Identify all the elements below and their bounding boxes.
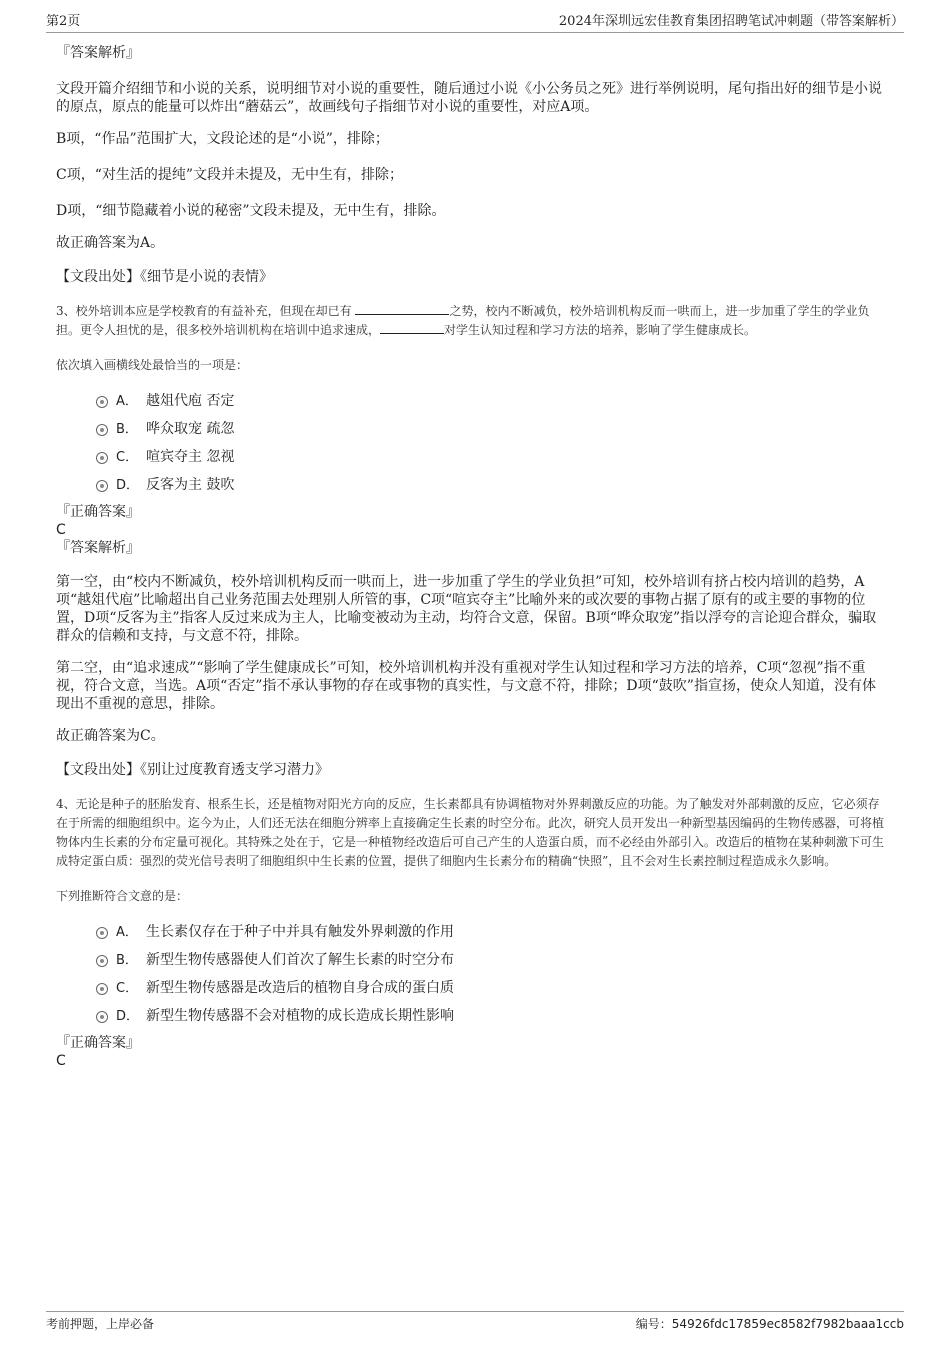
page-header [46, 12, 904, 33]
option-a[interactable]: A． 越俎代庖 否定 [96, 387, 886, 415]
radio-icon[interactable] [96, 1011, 108, 1023]
document-title: 2024年深圳远宏佳教育集团招聘笔试冲刺题（带答案解析） [558, 14, 904, 29]
option-a[interactable]: A． 生长素仅存在于种子中并具有触发外界刺激的作用 [96, 918, 886, 946]
answer-heading: 『正确答案』 [56, 1035, 140, 1051]
analysis-paragraph: 文段开篇介绍细节和小说的关系，说明细节对小说的重要性，随后通过小说《小公务员之死》进行举例说明，尾句指出好的细节是小说的原点，原点的能量可以炸出“蘑菇云”，故画线句子指细节对小说的重要性，对应A项。 [56, 81, 882, 115]
fill-blank-1 [355, 302, 449, 315]
passage-source: 【文段出处】《别让过度教育透支学习潜力》 [56, 762, 329, 778]
question-3-options [96, 387, 886, 499]
page-footer [46, 1311, 904, 1332]
footer-slogan: 考前押题，上岸必备 [46, 1317, 155, 1331]
option-b[interactable]: B． 哗众取宠 疏忽 [96, 415, 886, 443]
analysis-paragraph-2: 第二空，由“追求速成”“影响了学生健康成长”可知，校外培训机构并没有重视对学生认知过程和学习方法的培养，C项“忽视”指不重视，符合文意，当选。A项“否定”指不承认事物的存在或事物的真实性，与文意不符，排除；D项“鼓吹”指宣扬，使众人知道，没有体现出不重视的意思，排除。 [56, 660, 876, 712]
correct-answer: C [56, 522, 66, 538]
radio-icon[interactable] [96, 480, 108, 492]
option-d[interactable]: D． 新型生物传感器不会对植物的成长造成长期性影响 [96, 1002, 886, 1030]
page-number: 第2页 [46, 14, 81, 29]
page-content [56, 44, 886, 1070]
analysis-option-c: C项，“对生活的提纯”文段并未提及，无中生有，排除； [56, 167, 404, 183]
radio-icon[interactable] [96, 424, 108, 436]
correct-answer: C [56, 1053, 66, 1069]
analysis-option-d: D项，“细节隐藏着小说的秘密”文段未提及，无中生有，排除。 [56, 203, 446, 219]
radio-icon[interactable] [96, 396, 108, 408]
option-c[interactable]: C． 新型生物传感器是改造后的植物自身合成的蛋白质 [96, 974, 886, 1002]
question-3-prompt: 依次填入画横线处最恰当的一项是： [56, 358, 249, 372]
radio-icon[interactable] [96, 927, 108, 939]
fill-blank-2 [380, 321, 444, 334]
option-c[interactable]: C． 喧宾夺主 忽视 [96, 443, 886, 471]
analysis-paragraph-1: 第一空，由“校内不断减负，校外培训机构反而一哄而上，进一步加重了学生的学业负担”可知，校外培训有挤占校内培训的趋势，A项“越俎代庖”比喻超出自己业务范围去处理别人所管的事，C项“喧宾夺主”比喻外来的或次要的事物占据了原有的或主要的事物的位置，D项“反客为主”指客人反过来成为主人，比喻变被动为主动，均符合文意，保留。B项“哗众取宠”指以浮夸的言论迎合群众，骗取群众的信赖和支持，与文意不符，排除。 [56, 574, 877, 644]
question-4-prompt: 下列推断符合文意的是： [56, 889, 189, 903]
analysis-heading: 『答案解析』 [56, 45, 140, 61]
analysis-conclusion: 故正确答案为A。 [56, 235, 165, 251]
analysis-heading: 『答案解析』 [56, 540, 140, 556]
radio-icon[interactable] [96, 983, 108, 995]
analysis-option-b: B项，“作品”范围扩大，文段论述的是“小说”，排除； [56, 131, 389, 147]
radio-icon[interactable] [96, 955, 108, 967]
radio-icon[interactable] [96, 452, 108, 464]
option-b[interactable]: B． 新型生物传感器使人们首次了解生长素的时空分布 [96, 946, 886, 974]
question-4-options [96, 918, 886, 1030]
answer-heading: 『正确答案』 [56, 504, 140, 520]
option-d[interactable]: D． 反客为主 鼓吹 [96, 471, 886, 499]
analysis-conclusion: 故正确答案为C。 [56, 728, 165, 744]
question-3-text: 3、校外培训本应是学校教育的有益补充，但现在却已有 之势，校内不断减负，校外培训机构反而一哄而上，进一步加重了学生的学业负担。更令人担忧的是，很多校外培训机构在培训中追求速成， 对学生认知过程和学习方法的培养，影响了学生健康成长。 [56, 304, 870, 337]
question-4-text: 4、无论是种子的胚胎发育、根系生长，还是植物对阳光方向的反应，生长素都具有协调植物对外界刺激反应的功能。为了触发对外部刺激的反应，它必须存在于所需的细胞组织中。迄今为止，人们还无法在细胞分辨率上直接确定生长素的时空分布。此次，研究人员开发出一种新型基因编码的生物传感器，可将植物体内生长素的分布定量可视化。其特殊之处在于，它是一种植物经改造后可自己产生的人造蛋白质，而不必经由外部引入。改造后的植物在某种刺激下可生成特定蛋白质：强烈的荧光信号表明了细胞组织中生长素的位置，提供了细胞内生长素分布的精确“快照”，且不会对生长素控制过程造成永久影响。 [56, 797, 885, 868]
footer-code: 编号：54926fdc17859ec8582f7982baaa1ccb [635, 1317, 904, 1331]
passage-source: 【文段出处】《细节是小说的表情》 [56, 269, 273, 285]
